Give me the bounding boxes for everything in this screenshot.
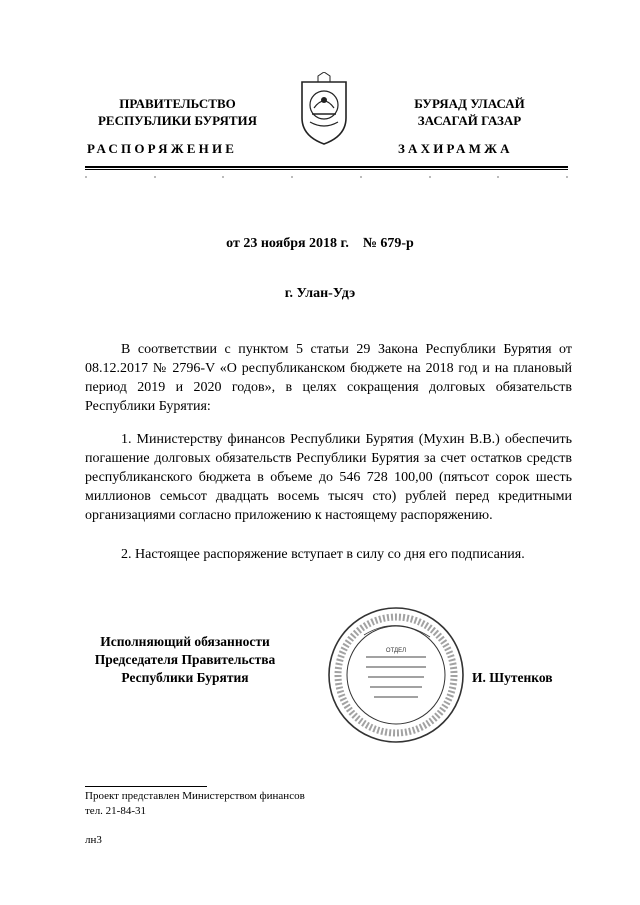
official-stamp — [326, 605, 466, 745]
city: г. Улан-Удэ — [284, 286, 356, 301]
coat-of-arms-emblem — [296, 72, 352, 148]
signatory-title-line3: Республики Бурятия — [121, 670, 249, 685]
footer-prepared-by: Проект представлен Министерством финансов — [85, 790, 305, 802]
date-and-number: от 23 ноября 2018 г. № 679-р — [226, 236, 414, 251]
header-left-line2: РЕСПУБЛИКИ БУРЯТИЯ — [97, 113, 258, 128]
footer-divider — [85, 786, 207, 787]
government-name — [85, 95, 270, 129]
paragraph-item-2: 2. Настоящее распоряжение вступает в силу со дня его подписания. — [121, 547, 525, 562]
signatory-title — [85, 633, 285, 687]
signatory-name: И. Шутенков — [472, 670, 553, 685]
header-divider — [85, 166, 568, 168]
header-right-line1: БУРЯАД УЛАСАЙ — [414, 96, 525, 111]
doc-type-russian: РАСПОРЯЖЕНИЕ — [87, 141, 238, 156]
header-left-line1: ПРАВИТЕЛЬСТВО — [119, 96, 236, 111]
dotted-line — [85, 176, 568, 180]
header-divider-thin — [85, 169, 568, 170]
doc-type-buryat: ЗАХИРАМЖА — [398, 141, 513, 156]
svg-text:ОТДЕЛ: ОТДЕЛ — [385, 648, 407, 654]
signatory-title-line2: Председателя Правительства — [94, 652, 276, 667]
signatory-title-line1: Исполняющий обязанности — [100, 634, 270, 649]
paragraph-item-1: 1. Министерству финансов Республики Бурятия (Мухин В.В.) обеспечить погашение долговых обязательств Республики Бурятия за счет остатков средств республиканского бюджета в объеме до 546 728 100,00 (пятьсот сорок шесть миллионов семьсот двадцать восемь тысяч сто) рублей перед кредитными организациями согласно приложению к настоящему распоряжению. — [85, 432, 572, 523]
government-name-buryat — [382, 95, 557, 129]
footer-phone: тел. 21-84-31 — [85, 805, 147, 817]
header-right-line2: ЗАСАГАЙ ГАЗАР — [417, 113, 522, 128]
footer-code: лн3 — [85, 834, 102, 846]
paragraph-preamble: В соответствии с пунктом 5 статьи 29 Закона Республики Бурятия от 08.12.2017 № 2796-V «О республиканском бюджете на 2018 год и на плановый период 2019 и 2020 годов», в целях сокращения долговых обязательств Республики Бурятия: — [85, 342, 572, 414]
